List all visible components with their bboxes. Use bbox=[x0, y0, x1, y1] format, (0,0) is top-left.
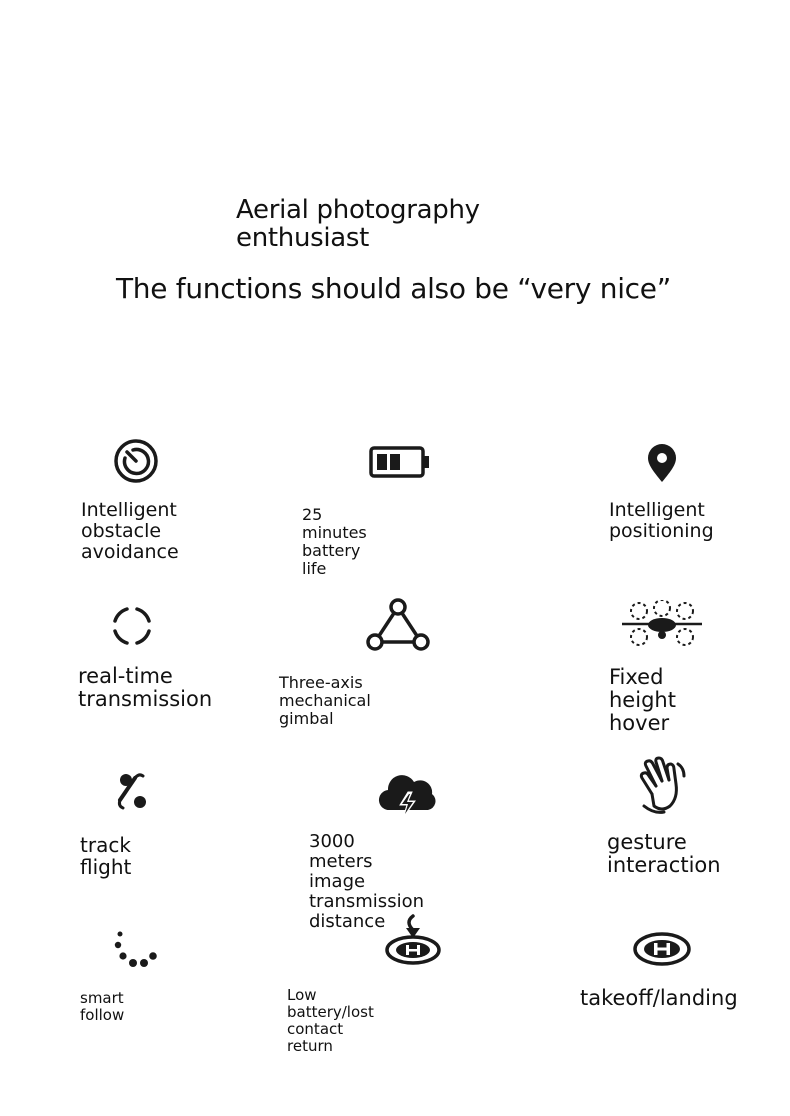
feature-label-gesture-interaction: gesture interaction bbox=[607, 830, 721, 877]
helipad-icon bbox=[632, 930, 692, 968]
smart-follow-dots-icon bbox=[112, 928, 160, 970]
heading-title: The functions should also be “very nice” bbox=[116, 272, 671, 305]
feature-label-transmission: real-time transmission bbox=[78, 664, 213, 711]
return-home-icon bbox=[383, 914, 443, 966]
feature-label-obstacle-avoidance: Intelligent obstacle avoidance bbox=[81, 499, 179, 563]
gimbal-triangle-icon bbox=[366, 598, 430, 652]
feature-label-return-home: Low battery/lost contact return bbox=[287, 986, 374, 1055]
heading-subtitle bbox=[236, 196, 536, 252]
subtitle-line-2: enthusiast bbox=[236, 223, 370, 253]
feature-label-takeoff-landing: takeoff/landing bbox=[580, 986, 738, 1010]
track-flight-icon bbox=[115, 770, 155, 814]
feature-label-positioning: Intelligent positioning bbox=[609, 499, 714, 542]
hand-gesture-icon bbox=[634, 754, 692, 816]
subtitle-line-1: Aerial photography bbox=[236, 195, 480, 225]
feature-label-fixed-height-hover: Fixed height hover bbox=[609, 665, 676, 735]
location-pin-icon bbox=[646, 444, 678, 484]
drone-hover-icon bbox=[620, 600, 704, 650]
feature-label-transmission-distance: 3000 meters image transmission distance bbox=[309, 831, 424, 932]
obstacle-avoidance-icon bbox=[112, 437, 160, 485]
transmission-ring-icon bbox=[109, 603, 155, 649]
feature-label-battery-life: 25 minutes battery life bbox=[302, 505, 367, 578]
feature-label-gimbal: Three-axis mechanical gimbal bbox=[279, 673, 371, 728]
battery-icon bbox=[369, 446, 431, 478]
feature-label-smart-follow: smart follow bbox=[80, 989, 125, 1024]
cloud-lightning-icon bbox=[378, 772, 440, 822]
feature-label-track-flight: track flight bbox=[80, 833, 132, 879]
